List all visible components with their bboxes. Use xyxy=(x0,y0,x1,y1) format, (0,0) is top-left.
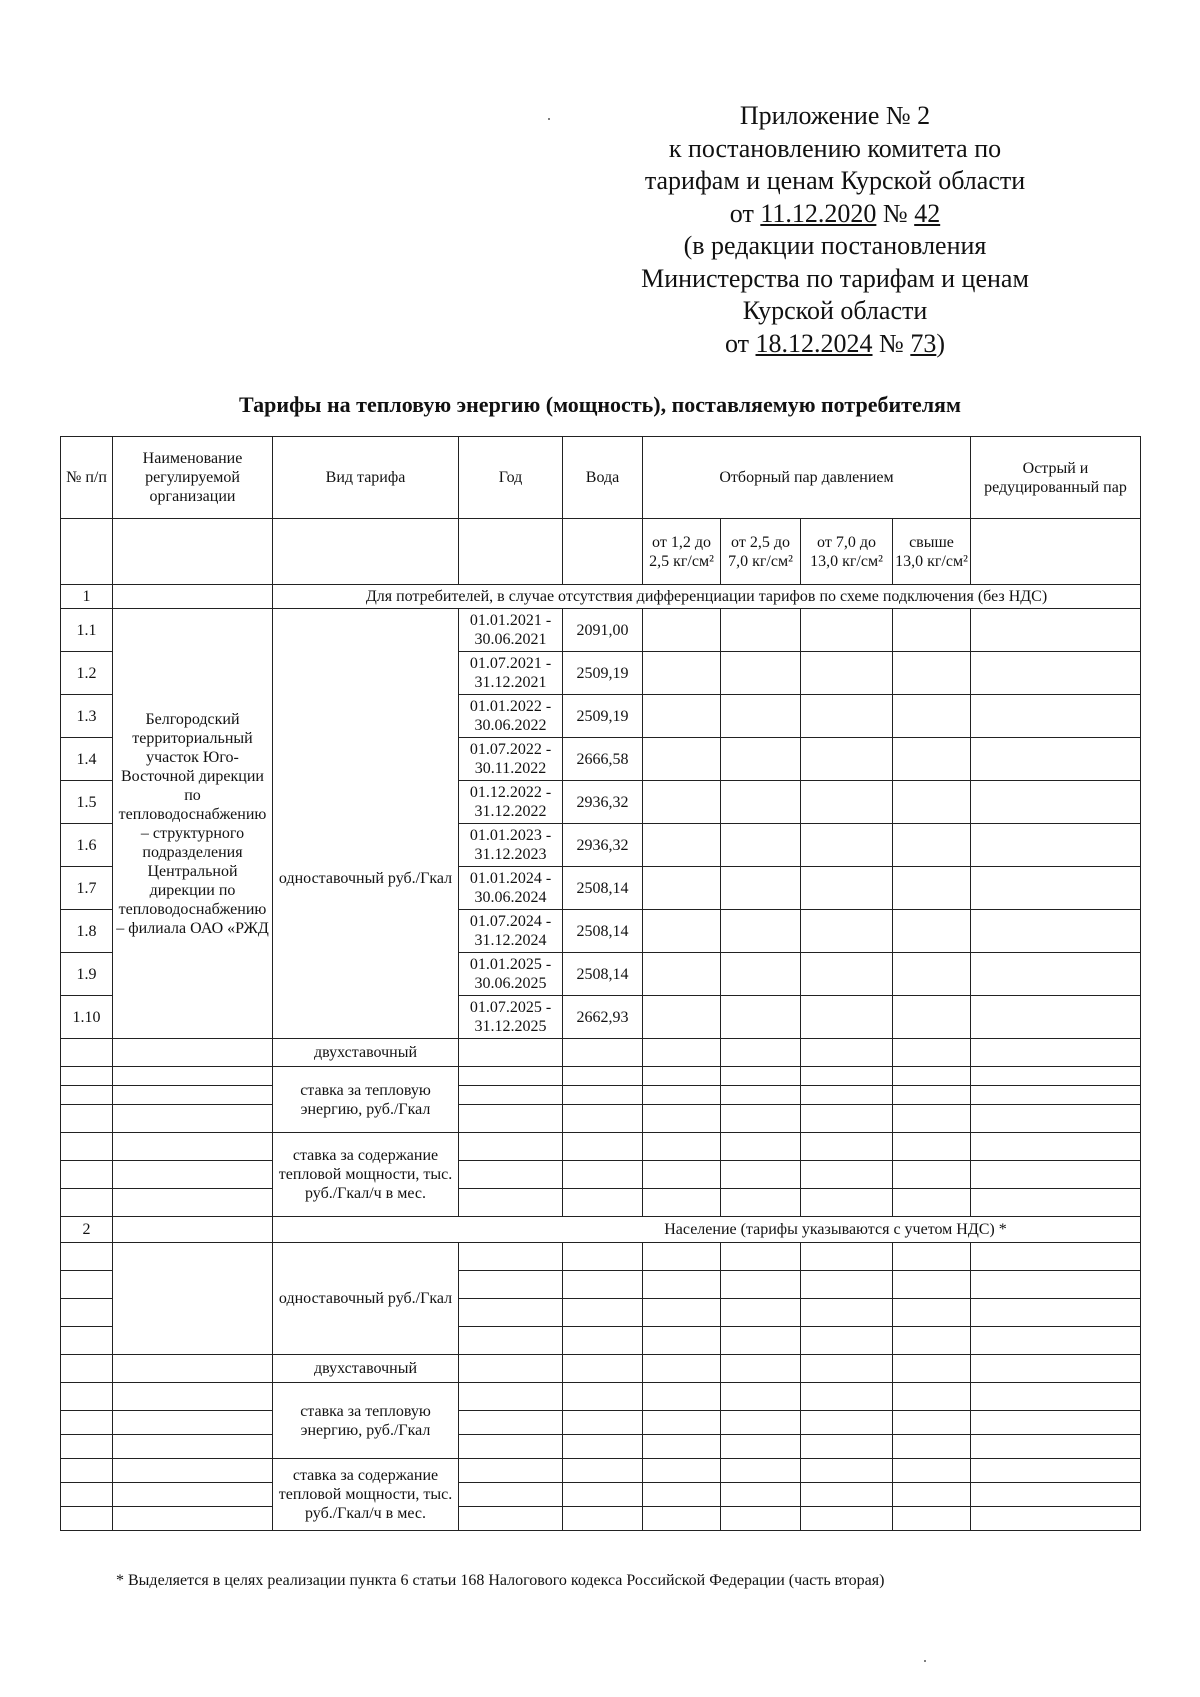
header-line-8-mid: № xyxy=(872,328,911,358)
header-water: Вода xyxy=(563,437,643,519)
single-rate-label: одноставочный руб./Гкал xyxy=(273,609,459,1039)
row-water: 2509,19 xyxy=(563,695,643,738)
header-line-6: Министерства по тарифам и ценам xyxy=(641,263,1029,293)
section-1-num: 1 xyxy=(61,585,113,609)
row-num: 1.2 xyxy=(61,652,113,695)
header-line-8-suffix: ) xyxy=(936,328,945,358)
header-line-8-prefix: от xyxy=(724,328,756,358)
row-water: 2091,00 xyxy=(563,609,643,652)
row-num: 1.6 xyxy=(61,824,113,867)
document-title: Тарифы на тепловую энергию (мощность), поставляемую потребителям xyxy=(239,392,961,417)
header-line-3: тарифам и ценам Курской области xyxy=(644,166,1026,195)
row-period: 01.07.2024 - 31.12.2024 xyxy=(459,910,563,953)
header-amendment-date: 18.12.2024 xyxy=(755,328,873,358)
header-line-1: Приложение № 2 xyxy=(739,101,931,130)
row-period: 01.01.2024 - 30.06.2024 xyxy=(459,867,563,910)
header-amendment-number: 73 xyxy=(910,328,937,358)
row-num: 1.5 xyxy=(61,781,113,824)
row-period: 01.01.2025 - 30.06.2025 xyxy=(459,953,563,996)
appendix-header xyxy=(600,100,1070,360)
header-line-5: (в редакции постановления xyxy=(683,231,987,260)
header-line-8 xyxy=(600,328,1070,361)
scan-speck xyxy=(548,118,550,120)
header-steam-2: от 2,5 до 7,0 кг/см² xyxy=(721,519,801,585)
row-num: 1.8 xyxy=(61,910,113,953)
header-steam-1: от 1,2 до 2,5 кг/см² xyxy=(643,519,721,585)
row-period: 01.01.2022 - 30.06.2022 xyxy=(459,695,563,738)
header-decree-number: 42 xyxy=(914,198,941,228)
header-decree-date: 11.12.2020 xyxy=(760,198,877,228)
scan-speck xyxy=(924,1660,926,1662)
header-year: Год xyxy=(459,437,563,519)
row-period: 01.07.2021 - 31.12.2021 xyxy=(459,652,563,695)
organization-name: Белгородский территориальный участок Юго-Восточной дирекции по тепловодоснабжению – структурного подразделения Центральной дирекции по тепловодоснабжению – филиала ОАО «РЖД xyxy=(113,609,273,1039)
row-period: 01.07.2022 - 30.11.2022 xyxy=(459,738,563,781)
row-water: 2508,14 xyxy=(563,953,643,996)
row-water: 2509,19 xyxy=(563,652,643,695)
row-period: 01.12.2022 - 31.12.2022 xyxy=(459,781,563,824)
header-steam: Отборный пар давлением xyxy=(643,437,971,519)
section-2-num: 2 xyxy=(61,1217,113,1243)
header-organization: Наименование регулируемой организации xyxy=(113,437,273,519)
header-tariff-type: Вид тарифа xyxy=(273,437,459,519)
row-water: 2666,58 xyxy=(563,738,643,781)
rate-capacity-label-2: ставка за содержание тепловой мощности, тыс. руб./Гкал/ч в мес. xyxy=(273,1459,459,1531)
header-steam-3: от 7,0 до 13,0 кг/см² xyxy=(801,519,893,585)
row-num: 1.9 xyxy=(61,953,113,996)
row-water: 2508,14 xyxy=(563,910,643,953)
header-num: № п/п xyxy=(61,437,113,519)
rate-capacity-label: ставка за содержание тепловой мощности, тыс. руб./Гкал/ч в мес. xyxy=(273,1133,459,1217)
tariff-table xyxy=(60,436,1141,1531)
row-num: 1.1 xyxy=(61,609,113,652)
header-line-4-prefix: от xyxy=(729,198,761,228)
single-rate-label-2: одноставочный руб./Гкал xyxy=(273,1243,459,1355)
row-period: 01.01.2023 - 31.12.2023 xyxy=(459,824,563,867)
row-water: 2662,93 xyxy=(563,996,643,1039)
table-row xyxy=(61,609,1141,652)
row-water: 2508,14 xyxy=(563,867,643,910)
rate-energy-label: ставка за тепловую энергию, руб./Гкал xyxy=(273,1067,459,1133)
section-2-label: Население (тарифы указываются с учетом НДС) * xyxy=(273,1217,1141,1243)
rate-energy-label-2: ставка за тепловую энергию, руб./Гкал xyxy=(273,1383,459,1459)
header-line-4-mid: № xyxy=(876,198,915,228)
header-line-2: к постановлению комитета по xyxy=(668,133,1002,163)
row-period: 01.07.2025 - 31.12.2025 xyxy=(459,996,563,1039)
section-1-label: Для потребителей, в случае отсутствия дифференциации тарифов по схеме подключения (без НДС) xyxy=(273,585,1141,609)
footnote: * Выделяется в целях реализации пункта 6 статьи 168 Налогового кодекса Российской Федерации (часть вторая) xyxy=(116,1572,885,1589)
row-num: 1.7 xyxy=(61,867,113,910)
header-steam-4: свыше 13,0 кг/см² xyxy=(893,519,971,585)
header-line-4 xyxy=(600,198,1070,231)
two-rate-label: двухставочный xyxy=(273,1039,459,1067)
header-line-7: Курской области xyxy=(742,296,928,325)
row-water: 2936,32 xyxy=(563,781,643,824)
two-rate-label-2: двухставочный xyxy=(273,1355,459,1383)
row-num: 1.3 xyxy=(61,695,113,738)
row-water: 2936,32 xyxy=(563,824,643,867)
row-period: 01.01.2021 - 30.06.2021 xyxy=(459,609,563,652)
row-num: 1.4 xyxy=(61,738,113,781)
row-num: 1.10 xyxy=(61,996,113,1039)
header-sharp-steam: Острый и редуцированный пар xyxy=(971,437,1141,519)
